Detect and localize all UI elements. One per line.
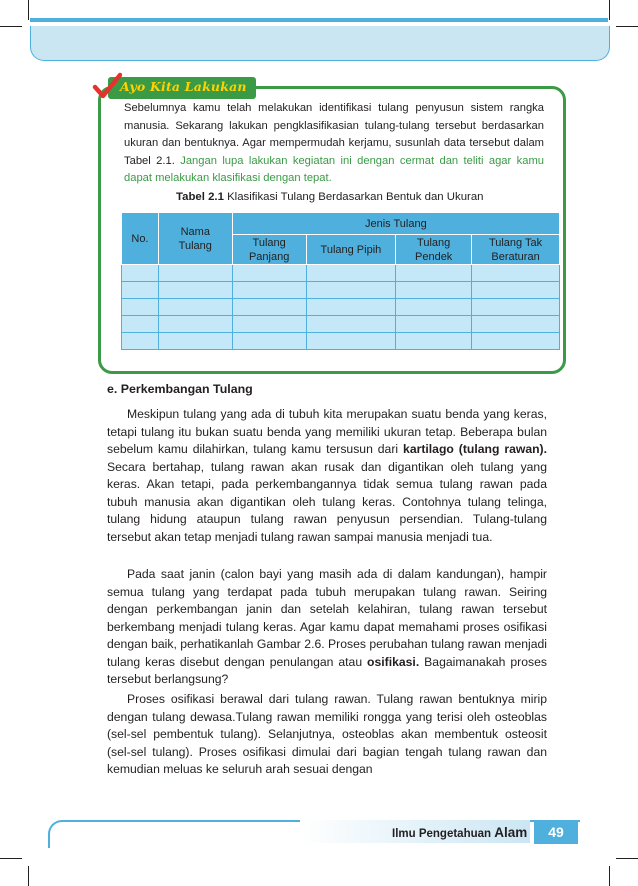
- table-cell[interactable]: [158, 265, 232, 282]
- table-cell[interactable]: [232, 333, 306, 350]
- header-jenis-tulang: Jenis Tulang: [232, 213, 559, 235]
- table-cell[interactable]: [122, 282, 159, 299]
- table-cell[interactable]: [472, 282, 560, 299]
- crop-mark: [609, 866, 610, 886]
- table-cell[interactable]: [306, 299, 396, 316]
- table-cell[interactable]: [122, 265, 159, 282]
- table-cell[interactable]: [158, 282, 232, 299]
- crop-mark: [0, 858, 22, 859]
- header-no: No.: [122, 213, 159, 265]
- table-cell[interactable]: [158, 333, 232, 350]
- table-cell[interactable]: [396, 265, 472, 282]
- table-row: [122, 333, 560, 350]
- table-row: [122, 265, 560, 282]
- paragraph-2-text-a: Pada saat janin (calon bayi yang masih ada di dalam kandungan), hampir semua tulang yang terdapat pada tubuh merupakan tulang rawan. Seiring dengan perkembangan janin dan setelah kelahiran, tulang rawan tersebut berkembang menjadi tulang keras. Agar kamu dapat memahami proses osifikasi dengan baik, perhatikanlah Gambar 2.6. Proses perubahan tulang rawan menjadi tulang keras disebut dengan penulangan atau: [107, 567, 547, 669]
- table-cell[interactable]: [306, 282, 396, 299]
- crop-mark: [28, 866, 29, 886]
- table-cell[interactable]: [472, 265, 560, 282]
- table-cell[interactable]: [472, 316, 560, 333]
- table-cell[interactable]: [232, 299, 306, 316]
- header-tulang-pendek: Tulang Pendek: [396, 235, 472, 265]
- header-tulang-pipih: Tulang Pipih: [306, 235, 396, 265]
- activity-text: Sebelumnya kamu telah melakukan identifikasi tulang penyusun sistem rangka manusia. Sekarang lakukan pengklasifikasian tulang-tulang tersebut berdasarkan ukuran dan bentuknya. Agar mempermudah kerjamu, susunlah data tersebut dalam Tabel 2.1.: [124, 102, 544, 167]
- paragraph-1-text-b: Secara bertahap, tulang rawan akan rusak dan digantikan oleh tulang yang keras. Akan tetapi, pada perkembangannya tidak semua tulang rawan pada tubuh manusia akan digantikan oleh tulang keras. Contohnya tulang telinga, tulang hidung ataupun tulang rawan penyusun persendian. Tulang-tulang tersebut akan tetap menjadi tulang rawan sampai manusia menjadi tua.: [107, 459, 547, 544]
- table-row: [122, 299, 560, 316]
- paragraph-1-text-a: Meskipun tulang yang ada di tubuh kita merupakan suatu benda yang keras, tetapi tulang itu bukan suatu benda yang memiliki ukuran tetap. Beberapa bulan sebelum kamu dilahirkan, tulang kamu tersusun dari: [107, 407, 547, 456]
- table-cell[interactable]: [158, 316, 232, 333]
- header-tulang-panjang: Tulang Panjang: [232, 235, 306, 265]
- table-cell[interactable]: [472, 333, 560, 350]
- crop-mark: [0, 26, 22, 27]
- header-nama-tulang: Nama Tulang: [158, 213, 232, 265]
- activity-instructions: [124, 100, 544, 188]
- footer-subject-emphasis: Alam: [494, 825, 528, 840]
- footer-subject-text: Ilmu Pengetahuan: [392, 828, 495, 840]
- table-cell[interactable]: [232, 316, 306, 333]
- classification-table: [121, 212, 560, 350]
- table-row: [122, 282, 560, 299]
- table-cell[interactable]: [122, 316, 159, 333]
- activity-emphasis: Jangan lupa lakukan kegiatan ini dengan cermat dan teliti agar kamu dapat melakukan klasifikasi dengan tepat.: [124, 154, 544, 184]
- table-cell[interactable]: [232, 282, 306, 299]
- page-number: 49: [534, 820, 578, 844]
- table-caption-text: Klasifikasi Tulang Berdasarkan Bentuk dan Ukuran: [223, 191, 484, 203]
- crop-mark: [609, 0, 610, 20]
- table-cell[interactable]: [472, 299, 560, 316]
- table-cell[interactable]: [396, 282, 472, 299]
- checkmark-icon: [92, 72, 122, 102]
- crop-mark: [28, 0, 29, 20]
- table-cell[interactable]: [306, 265, 396, 282]
- table-cell[interactable]: [396, 316, 472, 333]
- paragraph-3: Proses osifikasi berawal dari tulang rawan. Tulang rawan bentuknya mirip dengan tulang dewasa.Tulang rawan memiliki rongga yang terisi oleh osteoblas (sel-sel pembentuk tulang). Selanjutnya, osteoblas akan membentuk osteosit (sel-sel tulang). Proses osifikasi dimulai dari bagian tengah tulang rawan dan kemudian meluas ke seluruh arah sesuai dengan: [107, 692, 547, 776]
- table-caption: [176, 191, 556, 203]
- table-cell[interactable]: [306, 316, 396, 333]
- paragraph-1: [107, 406, 547, 546]
- header-banner: [30, 26, 610, 61]
- table-cell[interactable]: [232, 265, 306, 282]
- paragraph-2-bold: osifikasi.: [367, 654, 420, 669]
- paragraph-2: [107, 566, 547, 689]
- crop-mark: [616, 858, 638, 859]
- table-row: [122, 316, 560, 333]
- paragraph-2-text-b: Bagaimanakah proses tersebut berlangsung?: [107, 654, 547, 686]
- header-stripe: [30, 18, 608, 22]
- table-cell[interactable]: [158, 299, 232, 316]
- table-cell[interactable]: [396, 333, 472, 350]
- section-title: e. Perkembangan Tulang: [107, 382, 253, 396]
- paragraph-1-bold: kartilago (tulang rawan).: [403, 442, 547, 456]
- table-cell[interactable]: [306, 333, 396, 350]
- header-tulang-tak-beraturan: Tulang Tak Beraturan: [472, 235, 560, 265]
- crop-mark: [616, 26, 638, 27]
- table-caption-label: Tabel 2.1: [176, 191, 224, 203]
- table-cell[interactable]: [122, 333, 159, 350]
- footer-subject: [392, 825, 527, 840]
- activity-badge-label: Ayo Kita Lakukan: [120, 79, 247, 94]
- table-cell[interactable]: [122, 299, 159, 316]
- table-cell[interactable]: [396, 299, 472, 316]
